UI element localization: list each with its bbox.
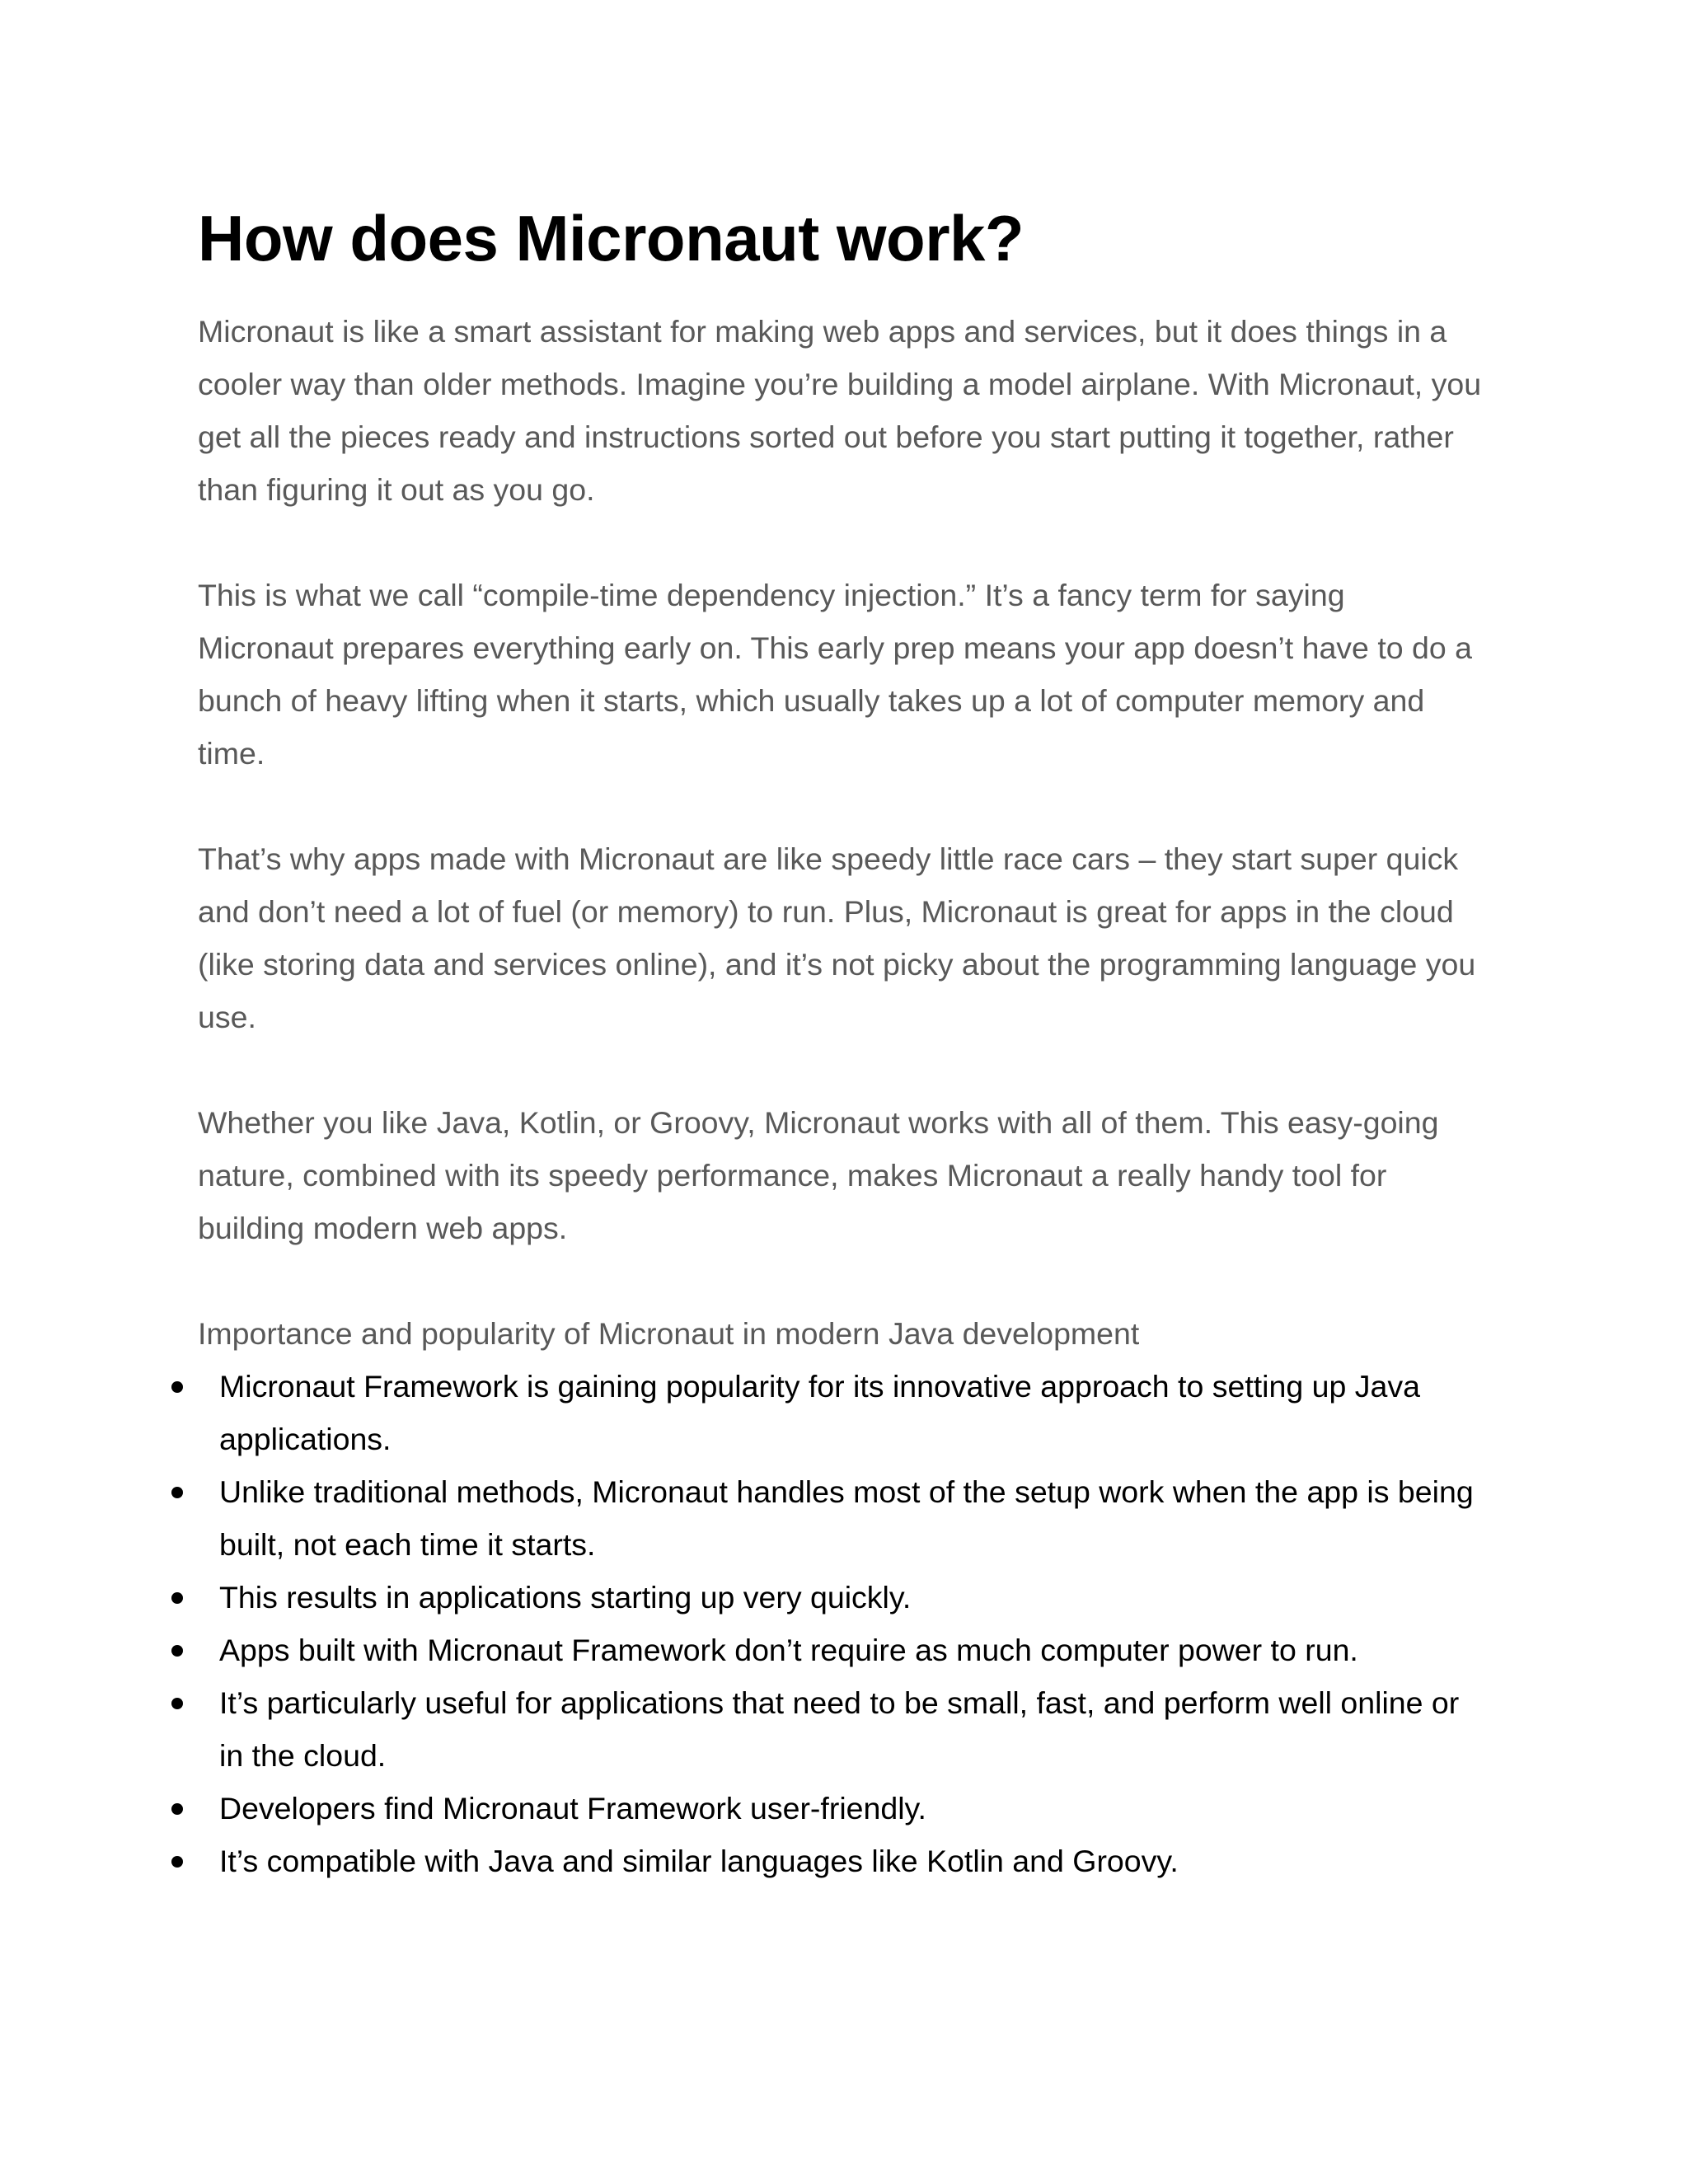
list-item bbox=[198, 1676, 1484, 1782]
list-item bbox=[198, 1835, 1484, 1887]
list-item-text: Micronaut Framework is gaining popularity for its innovative approach to setting up Java applications. bbox=[219, 1369, 1420, 1456]
bullet-list bbox=[198, 1360, 1484, 1887]
list-item bbox=[198, 1571, 1484, 1624]
bullet-dot-icon bbox=[171, 1856, 183, 1868]
paragraph-intro: Micronaut is like a smart assistant for making web apps and services, but it does things in a cooler way than older methods. Imagine you’re building a model airplane. With Micronaut, you get all the pieces ready and instructions sorted out before you start putting it together, rather than figuring it out as you go. bbox=[198, 314, 1482, 507]
list-item-text: Developers find Micronaut Framework user-friendly. bbox=[219, 1791, 926, 1825]
list-item bbox=[198, 1465, 1484, 1571]
bullet-dot-icon bbox=[171, 1698, 183, 1709]
list-item-text: This results in applications starting up very quickly. bbox=[219, 1580, 912, 1615]
list-item-text: It’s particularly useful for applications that need to be small, fast, and perform well online or in the cloud. bbox=[219, 1685, 1460, 1773]
paragraph-languages: Whether you like Java, Kotlin, or Groovy, Micronaut works with all of them. This easy-going nature, combined with its speedy performance, makes Micronaut a really handy tool for building modern web apps. bbox=[198, 1105, 1439, 1245]
list-item-text: It’s compatible with Java and similar languages like Kotlin and Groovy. bbox=[219, 1844, 1179, 1878]
list-item bbox=[198, 1360, 1484, 1465]
bullet-dot-icon bbox=[171, 1592, 183, 1604]
paragraph-race-cars: That’s why apps made with Micronaut are like speedy little race cars – they start super quick and don’t need a lot of fuel (or memory) to run. Plus, Micronaut is great for apps in the cloud (like storing data and services online), and it’s not picky about the programming language you use. bbox=[198, 841, 1476, 1034]
bullet-dot-icon bbox=[171, 1803, 183, 1815]
bullet-dot-icon bbox=[171, 1381, 183, 1393]
list-item bbox=[198, 1782, 1484, 1835]
list-item-text: Unlike traditional methods, Micronaut handles most of the setup work when the app is being built, not each time it starts. bbox=[219, 1474, 1474, 1562]
list-item bbox=[198, 1624, 1484, 1676]
section-subheading: Importance and popularity of Micronaut in modern Java development bbox=[198, 1316, 1140, 1351]
paragraph-compile-time-di: This is what we call “compile-time dependency injection.” It’s a fancy term for saying Micronaut prepares everything early on. This early prep means your app doesn’t have to do a bunch of heavy lifting when it starts, which usually takes up a lot of computer memory and time. bbox=[198, 578, 1473, 771]
document-content bbox=[198, 202, 1484, 1887]
page-title: How does Micronaut work? bbox=[198, 202, 1025, 274]
bullet-dot-icon bbox=[171, 1645, 183, 1657]
bullet-dot-icon bbox=[171, 1487, 183, 1498]
list-item-text: Apps built with Micronaut Framework don’t require as much computer power to run. bbox=[219, 1633, 1358, 1667]
